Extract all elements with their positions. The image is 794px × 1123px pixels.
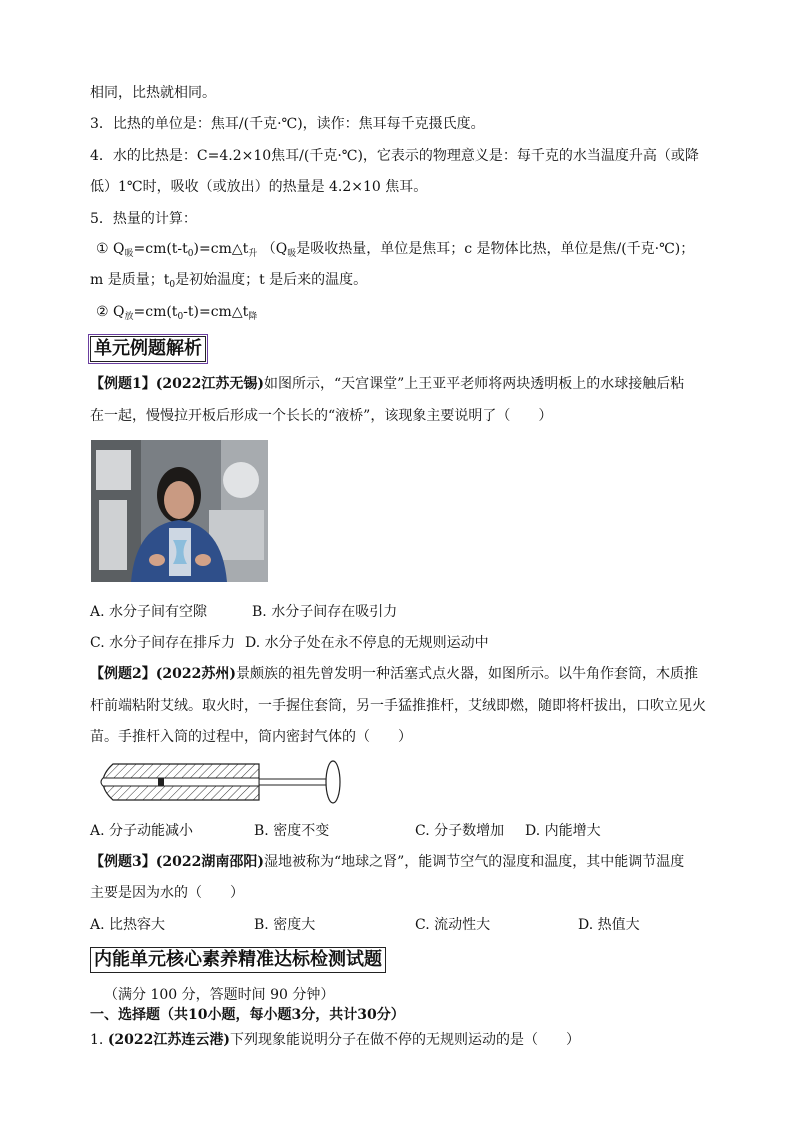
example-1-option-b: B. 水分子间存在吸引力 [252, 604, 398, 620]
example-3-text: 【例题3】(2022湖南邵阳)湿地被称为“地球之肾”，能调节空气的湿度和温度，其中能调节温度 [90, 854, 685, 870]
text-line: 4．水的比热是：C=4.2×10焦耳/(千克·℃)，它表示的物理意义是：每千克的水当温度升高（或降 [90, 148, 699, 164]
formula-heat-released: ② $Q_放=cm(t_0-t)=cm\triangle t_降$ [96, 304, 258, 322]
example-2-text: 苗。手推杆入筒的过程中，筒内密封气体的（ ） [90, 729, 412, 745]
example-2-text: 杆前端粘附艾绒。取火时，一手握住套筒，另一手猛推推杆，艾绒即燃，随即将杆拔出，口吹立见火 [90, 698, 706, 714]
formula-explanation: m 是质量；$t_0$是初始温度；t 是后来的温度。 [90, 272, 368, 290]
text-line: 相同，比热就相同。 [90, 85, 216, 101]
example-2-option-b: B. 密度不变 [254, 823, 330, 839]
piston-igniter-diagram [91, 758, 343, 806]
example-1-text: 在一起，慢慢拉开板后形成一个长长的“液桥”，该现象主要说明了（ ） [90, 408, 553, 424]
example-2-option-a: A. 分子动能减小 [90, 823, 194, 839]
formula-heat-absorbed: ① $Q_吸=cm(t-t_0)=cm\triangle t_升$ （$Q_吸$是吸收热量，单位是焦耳；c 是物体比热，单位是焦/(千克·℃)； [96, 241, 695, 259]
section-heading-test: 内能单元核心素养精准达标检测试题 [90, 947, 386, 973]
text-line: 5．热量的计算： [90, 211, 197, 227]
example-1-option-c: C. 水分子间存在排斥力 [90, 635, 236, 651]
example-1-option-a: A. 水分子间有空隙 [90, 604, 208, 620]
example-3-text: 主要是因为水的（ ） [90, 885, 244, 901]
example-3-option-b: B. 密度大 [254, 917, 316, 933]
text-line: 低）1℃时，吸收（或放出）的热量是 4.2×10 焦耳。 [90, 179, 428, 195]
example-1-option-d: D. 水分子处在永不停息的无规则运动中 [245, 635, 489, 651]
text-line: 3．比热的单位是：焦耳/(千克·℃)，读作：焦耳每千克摄氏度。 [90, 116, 485, 132]
astronaut-liquid-bridge-photo [91, 440, 268, 582]
test-part-heading: 一、选择题（共10小题，每小题3分，共计30分） [90, 1007, 405, 1023]
example-2-option-c: C. 分子数增加 [415, 823, 505, 839]
section-heading-examples: 单元例题解析 [90, 336, 206, 362]
question-1-text: 1. (2022江苏连云港)下列现象能说明分子在做不停的无规则运动的是（ ） [90, 1032, 581, 1048]
example-1-text: 【例题1】(2022江苏无锡)如图所示，“天宫课堂”上王亚平老师将两块透明板上的水球接触后粘 [90, 376, 685, 392]
example-3-option-c: C. 流动性大 [415, 917, 491, 933]
test-score-note: （满分 100 分，答题时间 90 分钟） [104, 987, 335, 1003]
example-3-option-a: A. 比热容大 [90, 917, 166, 933]
example-2-option-d: D. 内能增大 [525, 823, 601, 839]
example-2-text: 【例题2】(2022苏州)景颇族的祖先曾发明一种活塞式点火器，如图所示。以牛角作套筒，木质推 [90, 666, 698, 682]
example-3-option-d: D. 热值大 [578, 917, 640, 933]
